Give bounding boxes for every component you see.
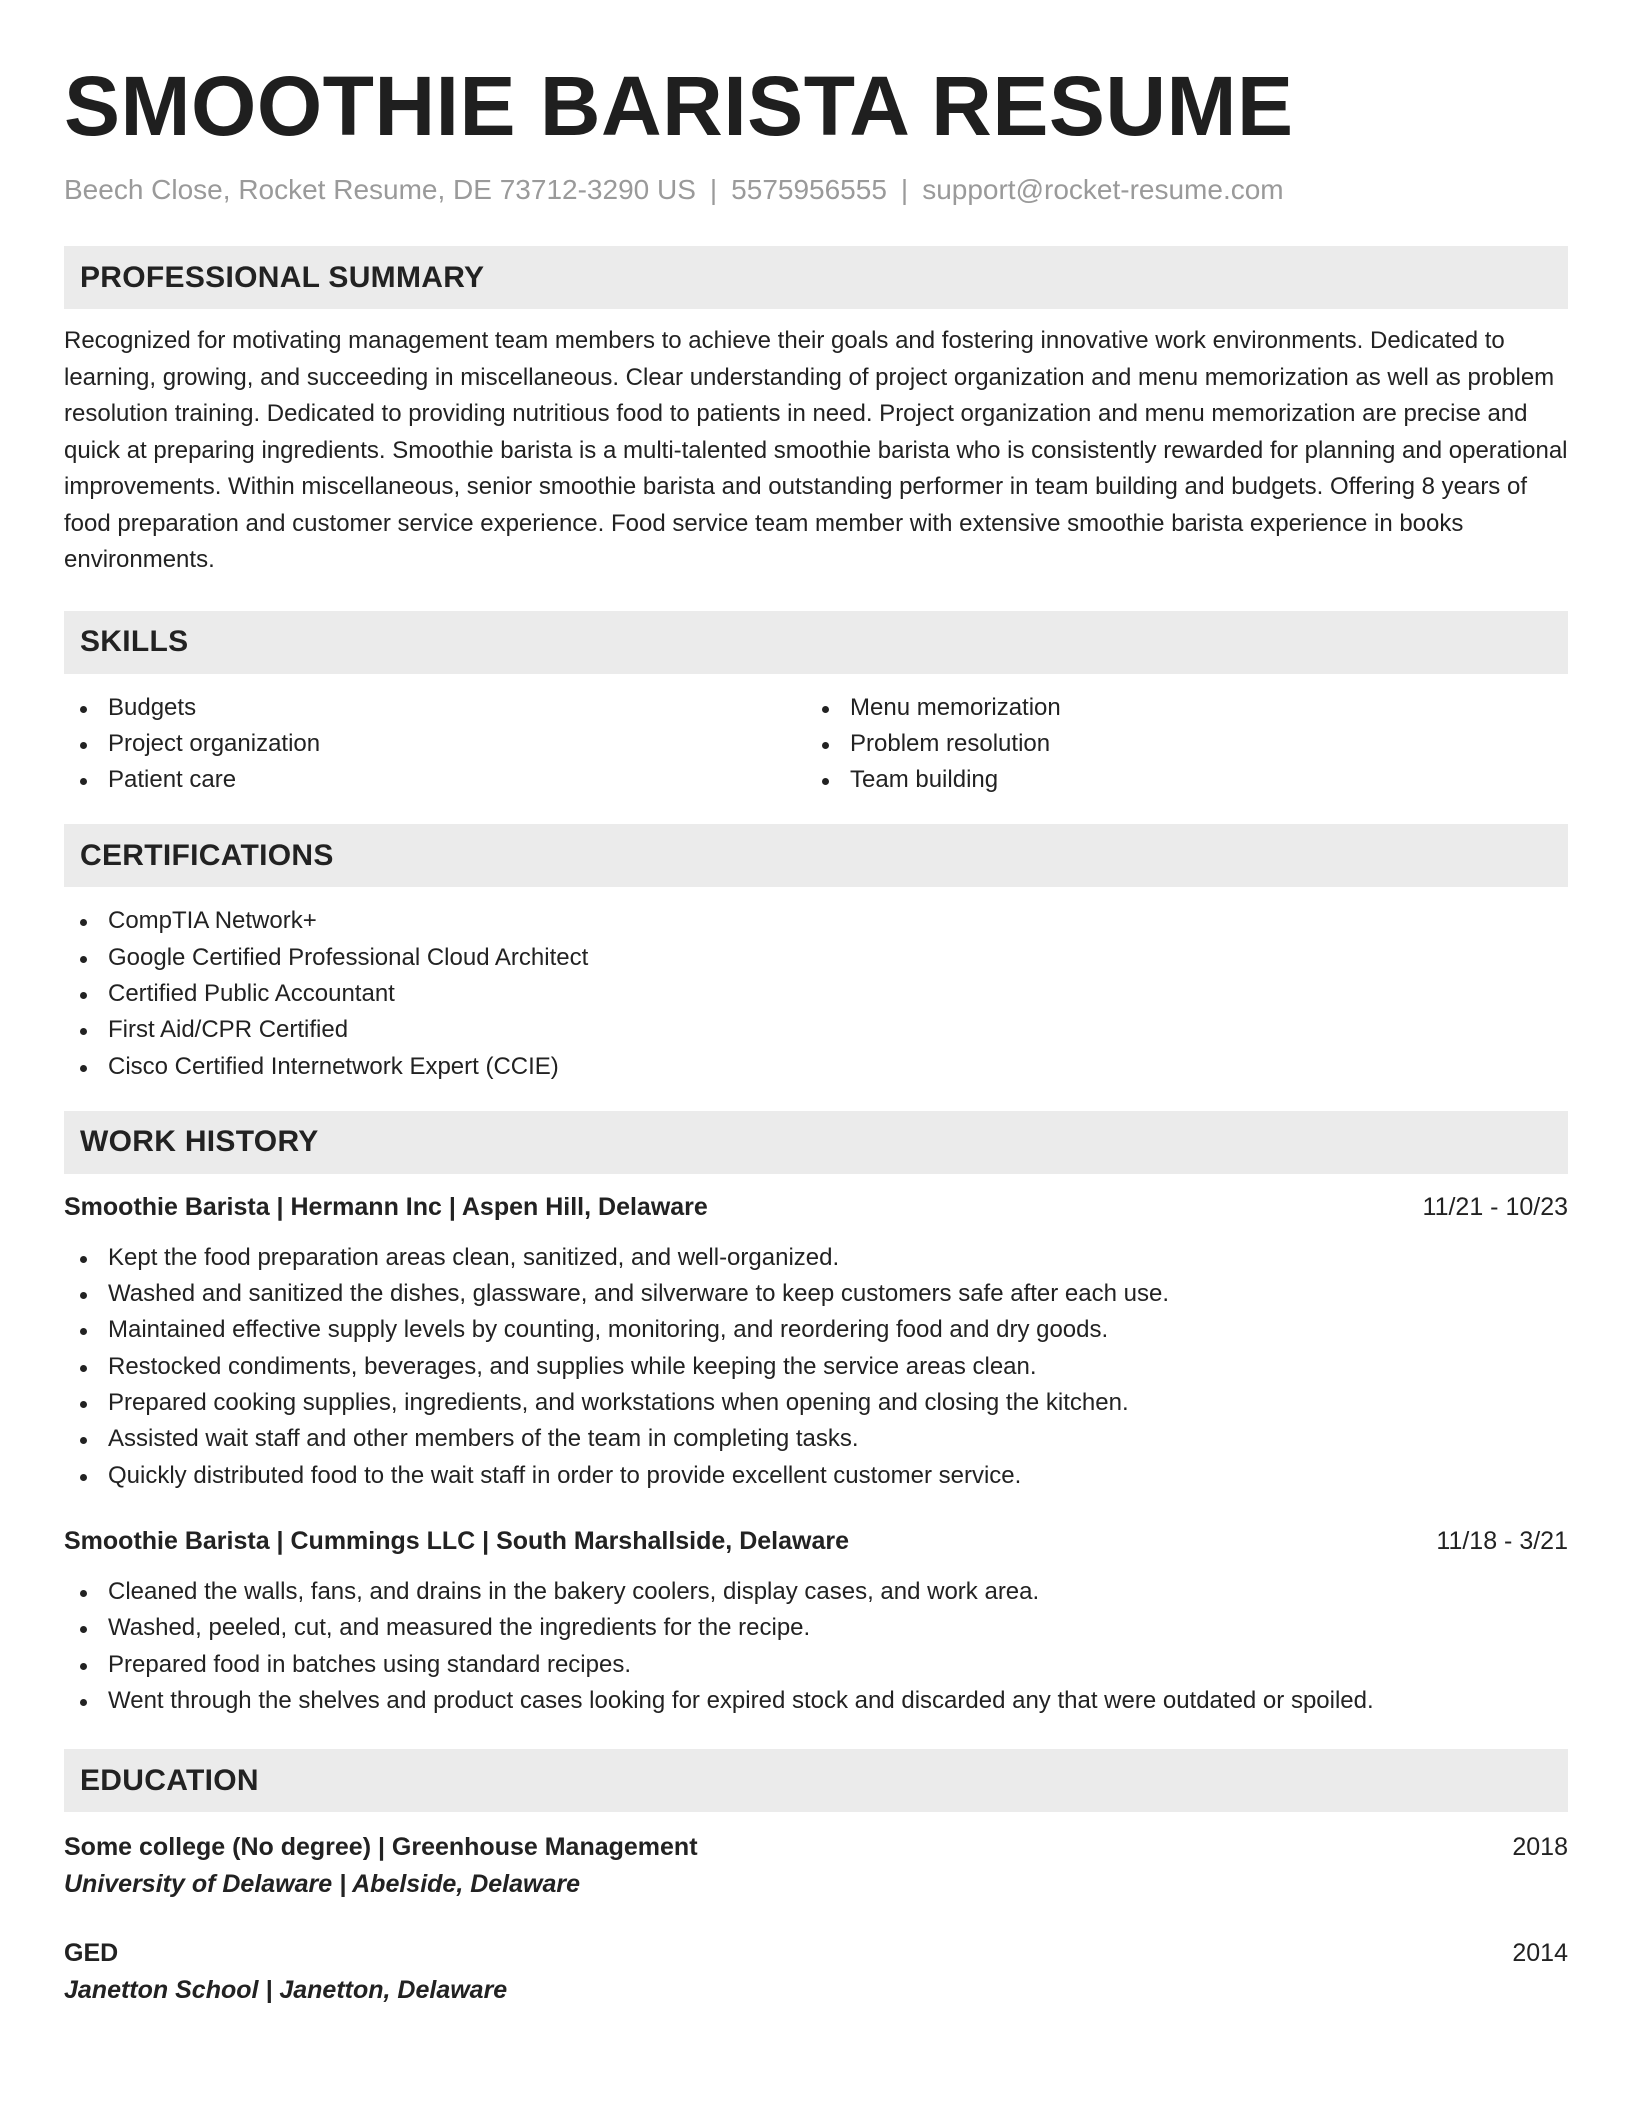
job-duty: Washed and sanitized the dishes, glassware, and silverware to keep customers safe after each use.	[64, 1276, 1568, 1312]
education-entry	[64, 1936, 1568, 2007]
certification-item: Google Certified Professional Cloud Architect	[64, 940, 1568, 976]
job-entry	[64, 1524, 1568, 1719]
certification-item: Certified Public Accountant	[64, 976, 1568, 1012]
summary-text: Recognized for motivating management team members to achieve their goals and fostering innovative work environments. Dedicated to learning, growing, and succeeding in miscellaneous. Clear understanding of project organization and menu memorization as well as problem resolution training. Dedicated to providing nutritious food to patients in need. Project organization and menu memorization are precise and quick at preparing ingredients. Smoothie barista is a multi-talented smoothie barista who is consistently rewarded for planning and operational improvements. Within miscellaneous, senior smoothie barista and outstanding performer in team building and budgets. Offering 8 years of food preparation and customer service experience. Food service team member with extensive smoothie barista experience in books environments.	[64, 327, 1568, 573]
certification-item: First Aid/CPR Certified	[64, 1012, 1568, 1048]
certification-item: Cisco Certified Internetwork Expert (CCIE)	[64, 1049, 1568, 1085]
education-header	[64, 1830, 1568, 1864]
skills-heading: SKILLS	[64, 611, 1568, 674]
education-degree: GED	[64, 1939, 119, 1968]
job-duty: Prepared cooking supplies, ingredients, and workstations when opening and closing the kitchen.	[64, 1385, 1568, 1421]
job-entry	[64, 1190, 1568, 1494]
certification-item: CompTIA Network+	[64, 903, 1568, 939]
contact-address: Beech Close, Rocket Resume, DE 73712-3290 US	[64, 174, 696, 205]
contact-line	[64, 172, 1568, 208]
job-title: Smoothie Barista | Cummings LLC | South Marshallside, Delaware	[64, 1526, 849, 1555]
education-school: University of Delaware | Abelside, Delaware	[64, 1870, 581, 1899]
resume-page	[64, 60, 1568, 2007]
skills-list	[64, 690, 1568, 799]
job-header	[64, 1524, 1568, 1558]
work-history-heading: WORK HISTORY	[64, 1111, 1568, 1174]
job-duty: Assisted wait staff and other members of the team in completing tasks.	[64, 1421, 1568, 1457]
certifications-list	[64, 903, 1568, 1084]
job-duty: Washed, peeled, cut, and measured the ingredients for the recipe.	[64, 1610, 1568, 1646]
job-duty: Prepared food in batches using standard recipes.	[64, 1647, 1568, 1683]
education-degree: Some college (No degree) | Greenhouse Management	[64, 1833, 698, 1862]
job-dates: 11/21 - 10/23	[1422, 1192, 1568, 1221]
education-heading: EDUCATION	[64, 1749, 1568, 1812]
job-duties-list	[64, 1240, 1568, 1494]
education-entry	[64, 1830, 1568, 1901]
skills-column-right	[806, 690, 1548, 799]
contact-email: support@rocket-resume.com	[922, 174, 1284, 205]
job-title: Smoothie Barista | Hermann Inc | Aspen Hill, Delaware	[64, 1192, 708, 1221]
skill-item: Budgets	[64, 690, 806, 726]
contact-phone: 5575956555	[731, 174, 887, 205]
job-duty: Quickly distributed food to the wait staff in order to provide excellent customer service.	[64, 1458, 1568, 1494]
job-duty: Went through the shelves and product cases looking for expired stock and discarded any that were outdated or spoiled.	[64, 1683, 1568, 1719]
skills-column-left	[64, 690, 806, 799]
job-duty: Kept the food preparation areas clean, sanitized, and well-organized.	[64, 1240, 1568, 1276]
skill-item: Problem resolution	[806, 726, 1548, 762]
skill-item: Team building	[806, 762, 1548, 798]
resume-title: SMOOTHIE BARISTA RESUME	[64, 59, 1294, 153]
skill-item: Menu memorization	[806, 690, 1548, 726]
skill-item: Project organization	[64, 726, 806, 762]
summary-heading: PROFESSIONAL SUMMARY	[64, 246, 1568, 309]
job-header	[64, 1190, 1568, 1224]
certifications-heading: CERTIFICATIONS	[64, 824, 1568, 887]
education-year: 2018	[1512, 1833, 1568, 1862]
job-duty: Maintained effective supply levels by counting, monitoring, and reordering food and dry goods.	[64, 1312, 1568, 1348]
skill-item: Patient care	[64, 762, 806, 798]
job-duty: Cleaned the walls, fans, and drains in the bakery coolers, display cases, and work area.	[64, 1574, 1568, 1610]
education-header	[64, 1936, 1568, 1970]
education-year: 2014	[1512, 1939, 1568, 1968]
contact-separator: |	[709, 174, 718, 205]
education-school: Janetton School | Janetton, Delaware	[64, 1976, 508, 2005]
job-duty: Restocked condiments, beverages, and supplies while keeping the service areas clean.	[64, 1349, 1568, 1385]
job-dates: 11/18 - 3/21	[1436, 1526, 1568, 1555]
contact-separator: |	[900, 174, 909, 205]
job-duties-list	[64, 1574, 1568, 1719]
